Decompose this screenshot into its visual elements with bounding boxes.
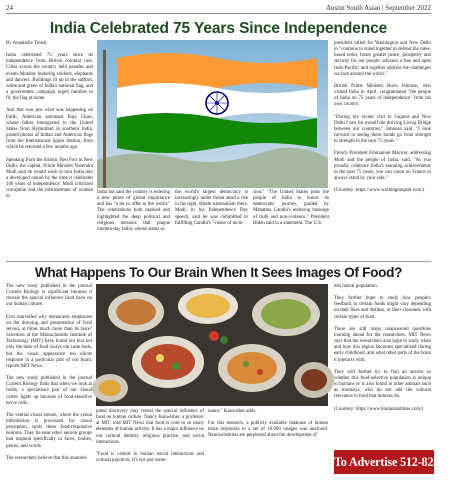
paragraph: "During my recent visit to Gujarat and New Delhi I saw for myself the thriving Living Bridge between our countries," Johnson said. "I look forward to seeing these bonds go from strength to strength in the next 75 years." (334, 114, 431, 145)
page-header (6, 4, 431, 14)
article2-column-1 (6, 284, 92, 474)
article1-column-2 (97, 190, 170, 258)
paragraph: They further hope to study how people's feedback to certain foods might vary depending on their likes and dislikes, or their closeness with certain types of food. (334, 296, 431, 320)
paragraph: Ever marvelled why restaurants emphasise on the dressing and presentation of food served, at times much more than its taste? Scientists at the Massachusetts Institute of Technology (MIT) have found out that not only the taste of food sways our taste buds, but the visual appearance too elicits response in a particular part of our brain, reports MIT News. (6, 314, 92, 369)
byline: By Annabelle Timsit (6, 41, 47, 46)
section-divider (6, 261, 431, 262)
paragraph: this neural population. (334, 284, 378, 289)
article2-column-2 (96, 409, 204, 474)
article2-column-3 (208, 409, 328, 474)
article1-column-3 (175, 190, 248, 258)
article1-column-4 (253, 190, 329, 258)
article1-column-5 (334, 41, 431, 258)
article2-column-4 (334, 284, 431, 447)
paragraph: India but said the country is entering a new phase of global importance and has "a lot to offer to the world." The celebrations both masked and highlighted the deep political and religious tensions that plague modern-day India, whose status as (97, 190, 170, 232)
paragraph: nance," Kanwisher adds. (208, 409, 257, 414)
courtesy-credit: (Courtesy: https://www.hindustantimes.com/) (334, 406, 424, 412)
paragraph: the world's largest democracy is increasingly under threat amid a rise in far-right, Hindu nationalism there. Modi, in his Independence Day speech, said he was committed to fulfilling Gandhi's "vision of inclu- (175, 190, 248, 226)
paragraph: India celebrated 75 years since its independence from British colonial rule. Cities across the country held parades and events Monday featuring soldiers, elephants and dancers. Buildings lit up in the saffron, white and green of India's national flag, and a government campaign urged families to fly the flag at home. (6, 53, 93, 102)
article1-column-1 (6, 41, 93, 259)
paragraph: The new study published in the journal Current Biology finds that when we look at foods, a specialised part of our visual cortex lights up because of food-sensitive nerve cells. (6, 376, 92, 406)
paragraph: The ventral visual stream, where the visual information is processed for visual perception, spots these food-responsive neurons. They lie near other neuron groups that respond specifically to faces, bodies, places, and words. (6, 412, 92, 449)
paragraph: British Prime Minister Boris Johnson, who visited India in April, congratulated "the people of India on 75 years of independence" from his own country. (334, 83, 431, 108)
paragraph: They will further try to find an answer to whether this food-selective population is unique to humans or is also found in other animals such as monkeys, who do not add the cultural relevance to food that humans do. (334, 369, 431, 400)
paragraph: The researchers believe that this anatomi- (6, 455, 88, 461)
paragraph: For this research, a publicly available database of human brain responses to a set of 10,000 images was analysed. Neuroscientists are perplexed about the development of (208, 421, 328, 439)
independence-flag-photo (97, 40, 328, 188)
advertise-banner[interactable]: To Advertise 512-828-6709 (334, 450, 434, 474)
courtesy-credit: (Courtesy: https://www.washingtonpost.com/) (334, 188, 425, 194)
paragraph: Speaking from the historic Red Fort in New Delhi, the capital, Prime Minister Narendra Modi said he would work to turn India into a developed nation by the time it celebrates 100 years of independence. Modi criticized corruption and the mistreatment of women in (6, 157, 93, 200)
paragraph: There are still many unanswered questions looming ahead for the researchers. MIT News says that the researchers also hope to study when and how this region becomes specialized during early childhood, and what other parts of the brain it interacts with. (334, 326, 431, 363)
article-headline-food-brain: What Happens To Our Brain When It Sees Images Of Food? (34, 265, 403, 280)
article-headline-independence: India Celebrated 75 Years Since Independence (49, 20, 388, 37)
paragraph: pated discovery may reveal the special influence of food on human culture. Nancy Kanwisher, a professor at MIT, told MIT News that food is core to so many elements of human activity. It has a major influence on our cultural identity, religious practice, and social interactions. (96, 409, 204, 445)
page-number: 24 (6, 4, 13, 12)
paragraph: And that was just what was happening on Earth. American astronaut Raja Chari, whose father immigrated to the United States from Hyderabad in southern India, posted photos of Indian and American flags from the International Space Station, from which he returned a few months ago. (6, 108, 93, 151)
food-spread-photo (96, 284, 328, 406)
paragraph: president called for Washington and New Delhi to "continue to stand together to defend the rules-based order, foster greater peace, prosperity and security for our people; advance a free and open Indo-Pacific; and together address the challenges we face around the world." (334, 41, 431, 77)
publication-issue: Austin South Asian | September 2022 (325, 4, 431, 12)
paragraph: The new study published in the journal Current Biology is significant because it reveals the special influence food have on our human culture. (6, 284, 92, 308)
paragraph: "Food is central to human social interactions and cultural practices. It's not just some- (96, 451, 204, 464)
paragraph: French President Emmanuel Macron, addressing Modi and the people of India, said, "As you proudly celebrate India's stunning achievements in the past 75 years, you can count on France to always stand by your side." (334, 151, 431, 181)
paragraph: sion." "The United States joins the people of India to honor its democratic journey, guided by Mahatma Gandhi's enduring message of truth and non-violence," President Biden said in a statement. The U.S. (253, 190, 329, 226)
